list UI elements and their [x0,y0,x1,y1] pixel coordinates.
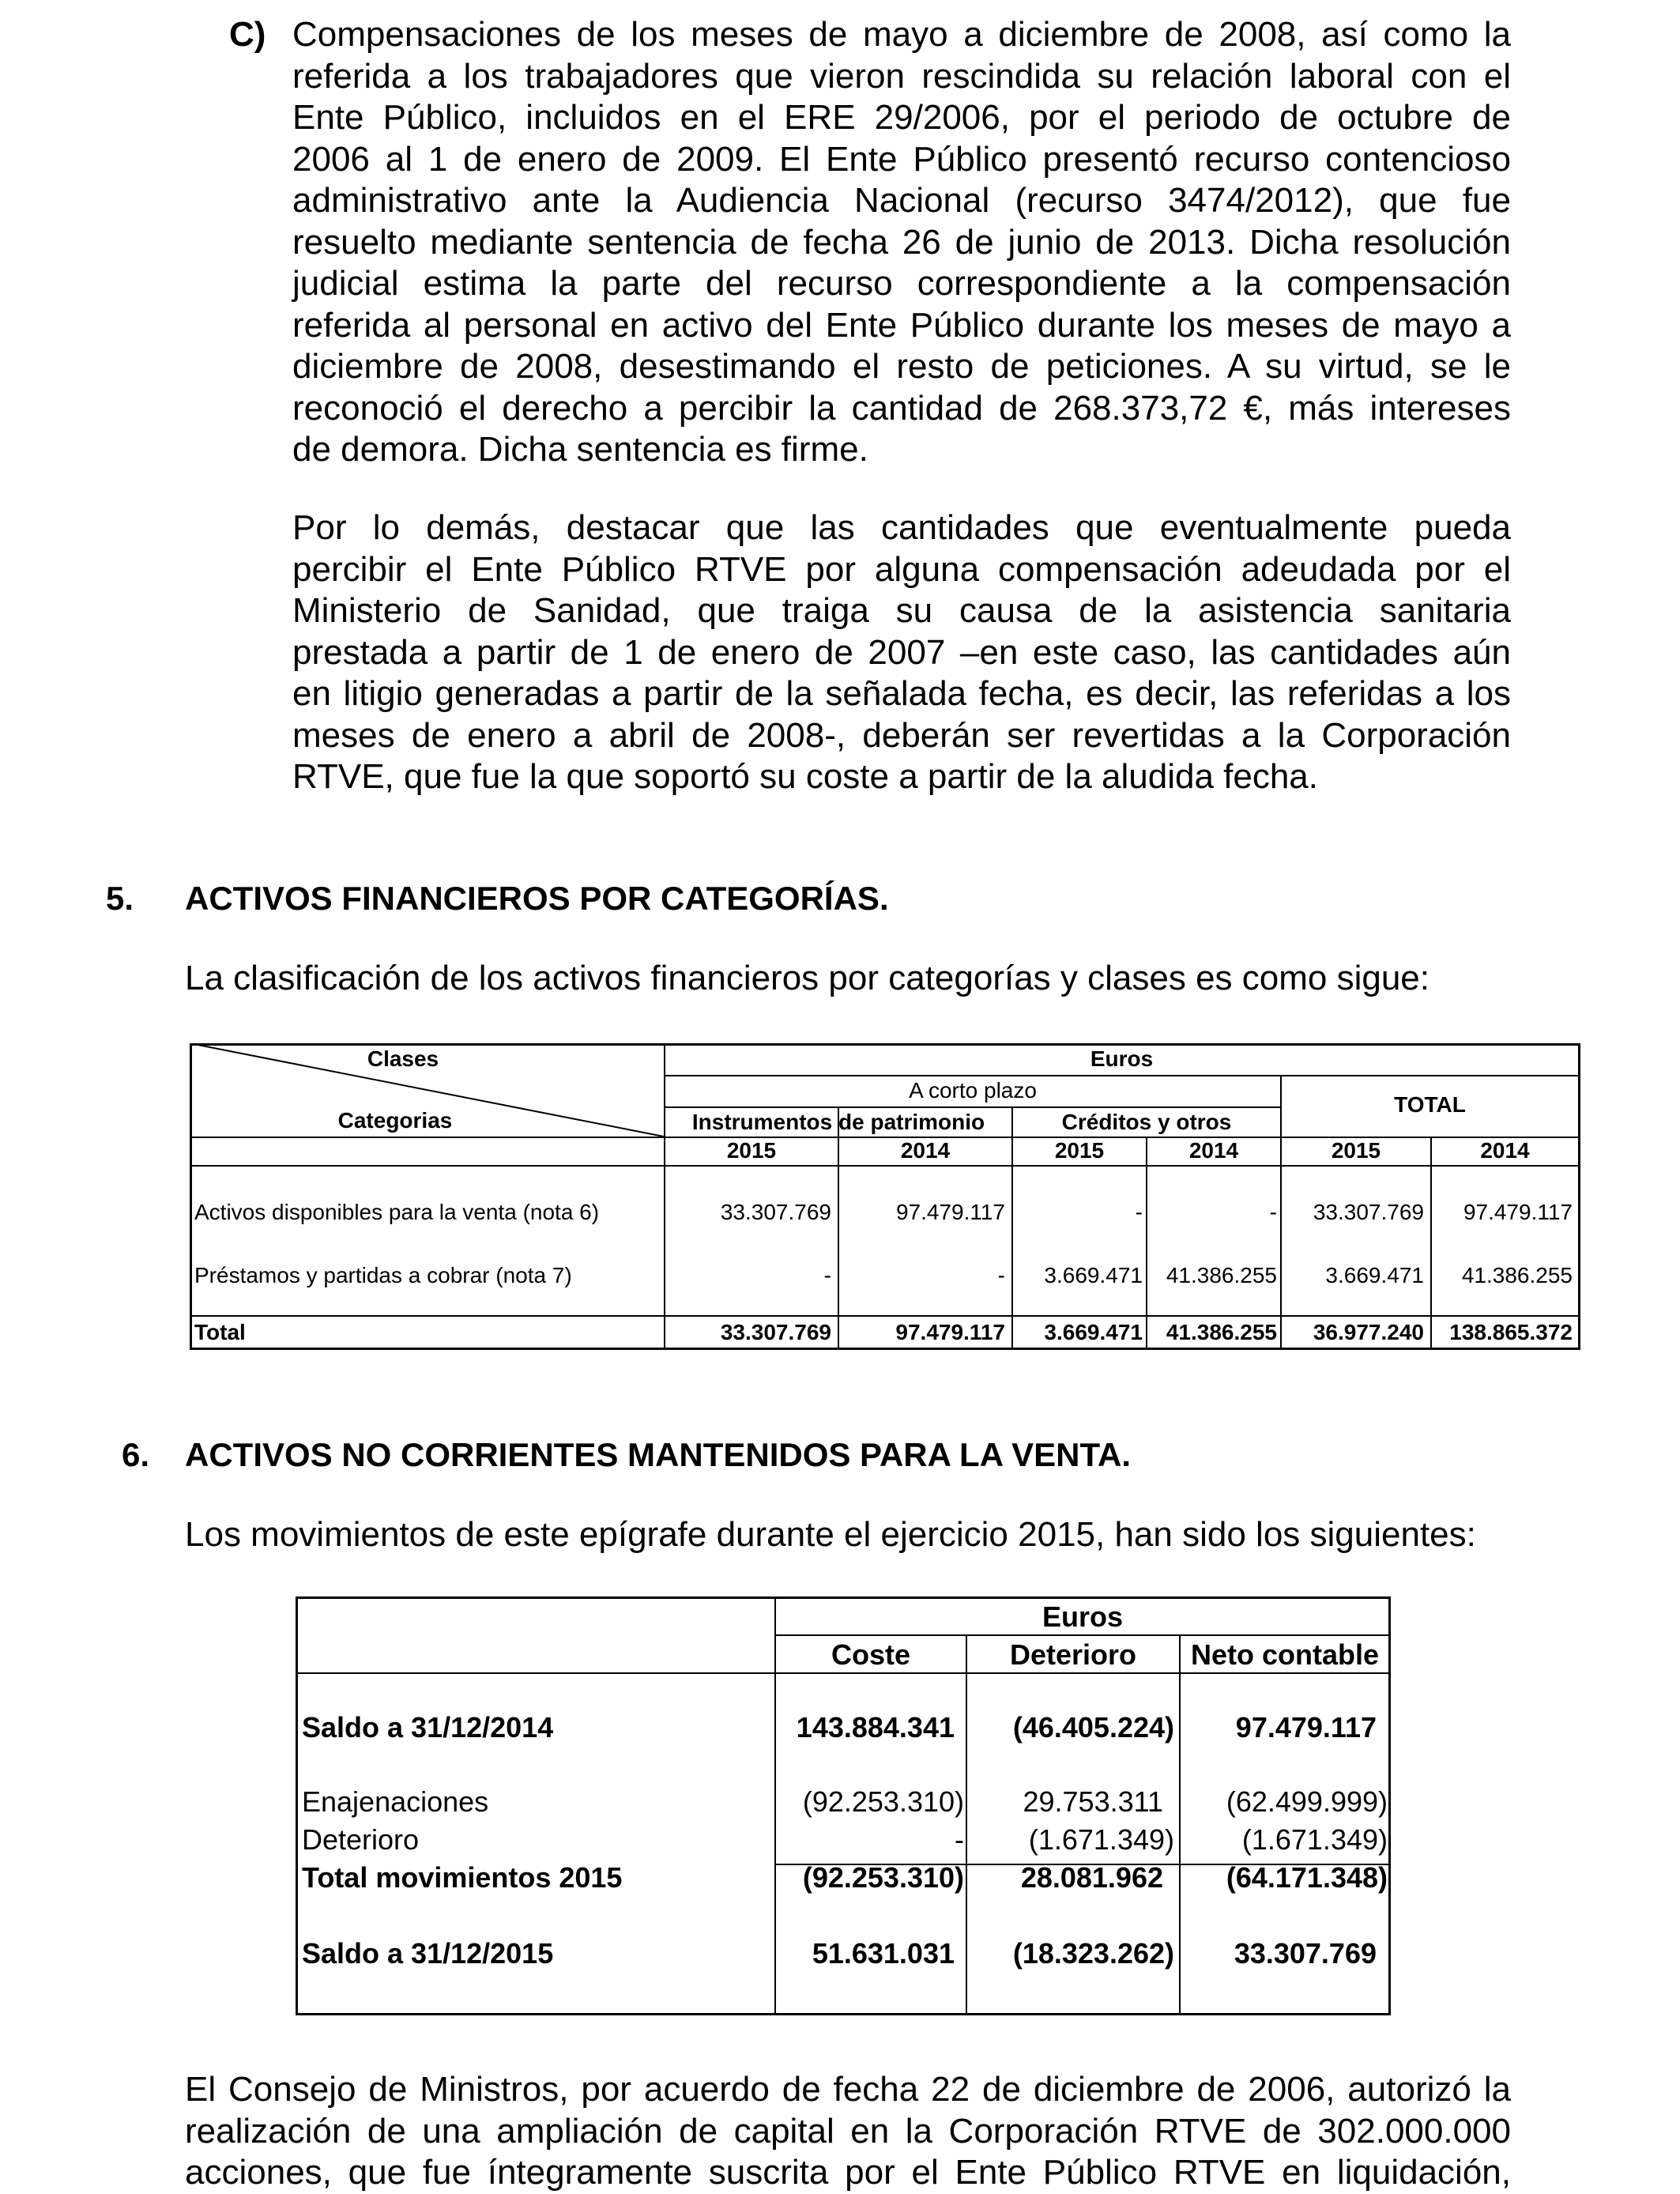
section-6-number: 6. [122,1436,150,1473]
closing-paragraph [185,2069,1511,2194]
table-cell: - [823,1263,831,1287]
table-cell: - [1135,1200,1143,1224]
table-cell: 28.081.962 [1020,1861,1163,1894]
table-cell: - [955,1823,964,1856]
section-5-title: ACTIVOS FINANCIEROS POR CATEGORÍAS. [185,880,889,917]
text-line: Ministerio de Sanidad, que traiga su causa de la asistencia sanitaria [292,591,1511,630]
item-label-c: C) [229,15,266,54]
text-line: meses de enero a abril de 2008-, deberán ser revertidas a la Corporación [292,715,1511,755]
text-line: Por lo demás, destacar que las cantidades que eventualmente pueda [292,508,1511,547]
year-header: 2015 [726,1138,777,1163]
section-6-title: ACTIVOS NO CORRIENTES MANTENIDOS PARA LA VENTA. [185,1436,1132,1473]
column-header-neto: Neto contable [1190,1638,1380,1671]
text-line: Compensaciones de los meses de mayo a diciembre de 2008, así como la [292,15,1511,54]
table-cell: (92.253.310) [802,1861,964,1894]
table-cell: (46.405.224) [1012,1711,1174,1744]
text-line: judicial estima la parte del recurso correspondiente a la compensación [292,264,1511,303]
text-line: Ente Público, incluidos en el ERE 29/2006, por el periodo de octubre de [292,98,1511,137]
corner-categorias: Categorias [337,1108,453,1133]
year-header: 2014 [1188,1138,1239,1163]
table-cell: 41.386.255 [1166,1320,1277,1344]
text-line: referida a los trabajadores que vieron rescindida su relación laboral con el [292,56,1511,96]
table-cell: 143.884.341 [796,1711,955,1744]
row-label: Activos disponibles para la venta (nota 6) [194,1200,600,1224]
table-cell: 33.307.769 [1234,1937,1377,1970]
table-cell: 41.386.255 [1166,1263,1277,1287]
text-line: El Consejo de Ministros, por acuerdo de fecha 22 de diciembre de 2006, autorizó la [185,2070,1511,2109]
table-cell: 3.669.471 [1044,1320,1143,1344]
year-header: 2015 [1054,1138,1105,1163]
table-cell: (62.499.999) [1226,1785,1388,1818]
table-cell: 97.479.117 [895,1320,1005,1344]
group-header-equity: Instrumentos de patrimonio [691,1110,985,1134]
table-cell: (1.671.349) [1028,1823,1174,1856]
table-cell: 97.479.117 [1235,1711,1377,1744]
row-label: Préstamos y partidas a cobrar (nota 7) [194,1263,572,1287]
table-cell: 3.669.471 [1044,1263,1143,1287]
table-cell: 36.977.240 [1313,1320,1424,1344]
section-5-number: 5. [106,880,134,917]
table-cell: 33.307.769 [1313,1200,1424,1224]
table-cell: (18.323.262) [1012,1937,1174,1970]
text-line: referida al personal en activo del Ente Público durante los meses de mayo a [292,305,1511,345]
table-cell: 29.753.311 [1023,1785,1163,1818]
text-line: resuelto mediante sentencia de fecha 26 de junio de 2013. Dicha resolución [292,222,1511,262]
column-header-coste: Coste [831,1638,911,1671]
column-header-deterioro: Deterioro [1009,1638,1137,1671]
held-for-sale-table [296,1596,1391,2015]
corner-clases: Clases [367,1046,439,1071]
row-label: Saldo a 31/12/2015 [302,1937,554,1970]
text-line: 2006 al 1 de enero de 2009. El Ente Público presentó recurso contencioso [292,139,1511,179]
text-line: percibir el Ente Público RTVE por alguna compensación adeudada por el [292,549,1511,589]
text-line: realización de una ampliación de capital en la Corporación RTVE de 302.000.000 [185,2111,1511,2151]
group-header-credits: Créditos y otros [1061,1110,1232,1134]
table-cell: - [1269,1200,1277,1224]
text-line: diciembre de 2008, desestimando el resto de peticiones. A su virtud, se le [292,347,1511,386]
table-cell: 33.307.769 [720,1200,831,1224]
table-cell: 41.386.255 [1461,1263,1573,1287]
text-line: en litigio generadas a partir de la señalada fecha, es decir, las referidas a los [292,674,1511,713]
row-label: Total movimientos 2015 [302,1861,623,1894]
section-6-intro: Los movimientos de este epígrafe durante el ejercicio 2015, han sido los siguientes: [185,1515,1476,1554]
table-cell: 97.479.117 [895,1200,1005,1224]
text-line: acciones, que fue íntegramente suscrita por el Ente Público RTVE en liquidación, [185,2153,1511,2192]
year-header: 2015 [1331,1138,1381,1163]
table-cell: (64.171.348) [1226,1861,1388,1894]
text-line: de demora. Dicha sentencia es firme. [292,430,868,469]
text-line: RTVE, que fue la que soportó su coste a partir de la aludida fecha. [292,757,1318,796]
row-label: Enajenaciones [302,1785,489,1818]
section-c-paragraph-2 [292,507,1511,798]
table-cell: - [997,1263,1005,1287]
table-cell: 3.669.471 [1325,1263,1424,1287]
table-cell: 138.865.372 [1449,1320,1573,1344]
year-header: 2014 [1480,1138,1530,1163]
table-cell: 33.307.769 [720,1320,831,1344]
section-c-paragraph-1 [292,14,1511,471]
total-header: TOTAL [1394,1092,1466,1117]
text-line: administrativo ante la Audiencia Nacional (recurso 3474/2012), que fue [292,181,1511,220]
table-cell: 51.631.031 [812,1937,955,1970]
text-line: reconoció el derecho a percibir la cantidad de 268.373,72 €, más intereses [292,388,1511,428]
row-label: Deterioro [302,1823,420,1856]
financial-assets-table [190,1043,1580,1350]
row-label: Saldo a 31/12/2014 [302,1711,554,1744]
short-term-header: A corto plazo [909,1078,1037,1103]
year-header: 2014 [900,1138,951,1163]
euros-header: Euros [1042,1600,1124,1633]
section-5-intro: La clasificación de los activos financieros por categorías y clases es como sigue: [185,959,1430,997]
table-cell: (1.671.349) [1241,1823,1388,1856]
table-cell: (92.253.310) [802,1785,964,1818]
euros-header: Euros [1090,1046,1154,1071]
total-row-label: Total [194,1320,246,1344]
text-line: prestada a partir de 1 de enero de 2007 –en este caso, las cantidades aún [292,632,1511,672]
table-cell: 97.479.117 [1463,1200,1573,1224]
